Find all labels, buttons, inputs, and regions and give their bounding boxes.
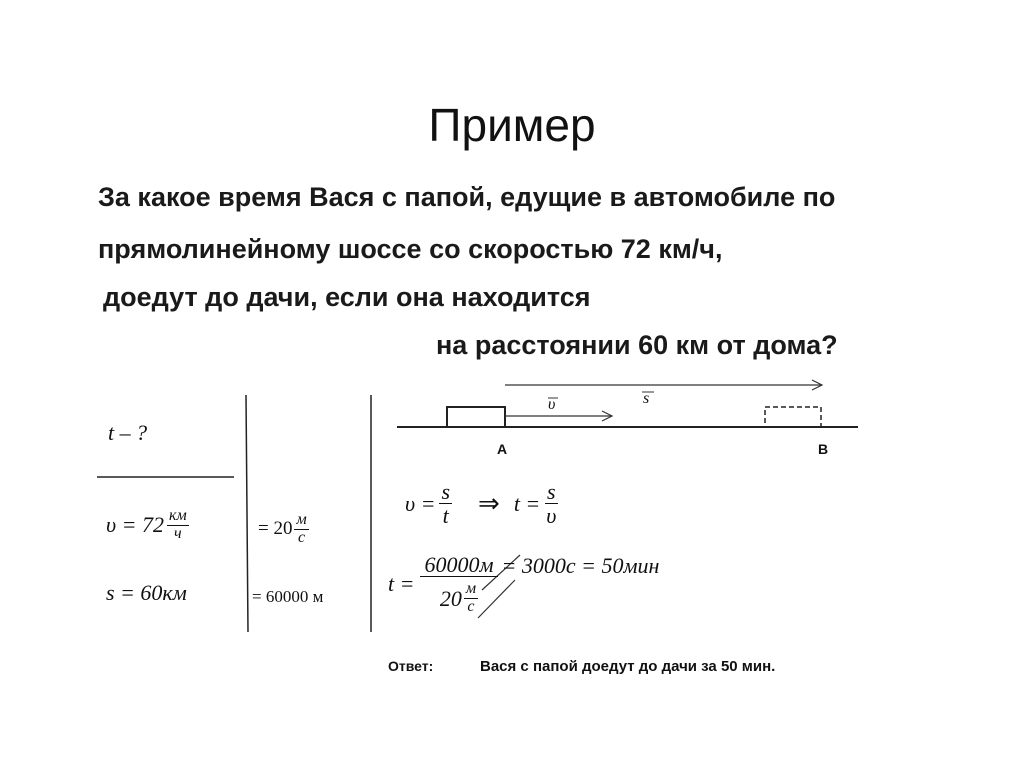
formula-time-lhs: t = [513,490,541,516]
converted-velocity [258,512,309,547]
car-start [447,407,505,427]
question-line-1: За какое время Вася с папой, едущие в автомобиле по [98,182,836,212]
converted-velocity-unit-num: м [296,511,307,528]
question-line-4: на расстоянии 60 км от дома? [436,330,838,360]
calc-denominator-value: 20 [439,585,462,611]
displacement-label: s [643,390,650,407]
velocity-label: υ [548,396,556,413]
formula-velocity-num: s [441,479,451,504]
page-title: Пример [428,99,596,151]
formula-time-num: s [547,479,556,504]
given-velocity-value: υ = 72 [106,512,164,538]
divider-given [246,395,248,632]
answer-label: Ответ: [388,658,434,674]
converted-velocity-unit-den: с [298,528,306,546]
given-velocity-unit-num: км [168,507,187,524]
calc-denominator-unit-num: м [465,580,477,598]
implies-icon: ⇒ [478,488,500,518]
formula-time-den: υ [546,503,557,529]
formula-velocity-den: t [442,503,449,529]
converted-distance: = 60000 м [252,587,324,606]
question-line-3: доедут до дачи, если она находится [103,282,591,312]
formula-velocity-lhs: υ = [405,490,436,516]
calc-result: = 3000с = 50мин [501,553,660,579]
point-b-label: B [818,441,829,457]
given-velocity [106,508,189,543]
given-unknown: t – ? [108,420,148,445]
calc-denominator-unit-den: с [467,597,475,615]
given-distance: s = 60км [106,580,187,605]
converted-velocity-value: = 20 [258,518,293,540]
car-end [765,407,821,427]
calc-numerator: 60000м [420,553,497,577]
point-a-label: A [497,441,508,457]
formula-calculation [388,553,659,616]
answer-text: Вася с папой доедут до дачи за 50 мин. [480,658,776,675]
formula-velocity [405,480,558,527]
given-velocity-unit-den: ч [173,524,182,542]
question-line-2: прямолинейному шоссе со скоростью 72 км/ч, [98,234,723,264]
calc-lhs: t = [388,571,415,597]
